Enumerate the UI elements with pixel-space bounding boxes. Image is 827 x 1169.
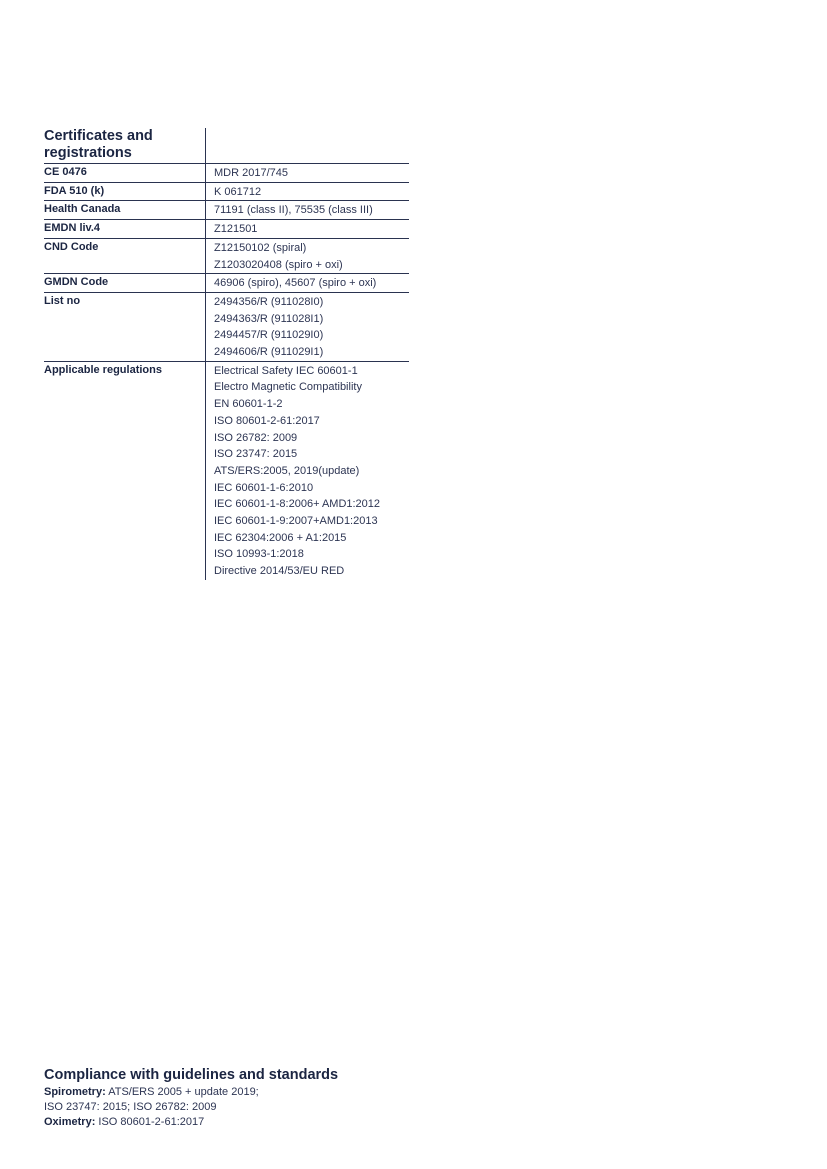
certificate-value: ATS/ERS:2005, 2019(update) bbox=[214, 464, 360, 477]
certificate-row bbox=[44, 219, 409, 238]
title-line-1: Certificates and bbox=[44, 128, 153, 144]
certificate-value: Electrical Safety IEC 60601-1 bbox=[214, 364, 358, 377]
certificate-values bbox=[205, 220, 409, 238]
certificate-value: 46906 (spiro), 45607 (spiro + oxi) bbox=[214, 277, 377, 290]
certificate-row bbox=[44, 292, 409, 361]
certificate-value: Z12150102 (spiral) bbox=[214, 241, 307, 254]
certificate-values bbox=[205, 362, 409, 580]
certificate-value: Electro Magnetic Compatibility bbox=[214, 381, 362, 394]
certificate-value: ISO 26782: 2009 bbox=[214, 431, 298, 444]
certificate-values bbox=[205, 183, 409, 201]
certificate-label: CE 0476 bbox=[44, 166, 87, 178]
spirometry-text: ATS/ERS 2005 + update 2019; bbox=[105, 1086, 259, 1098]
certificate-value: IEC 60601-1-8:2006+ AMD1:2012 bbox=[214, 498, 381, 511]
certificate-value: ISO 80601-2-61:2017 bbox=[214, 414, 320, 427]
certificate-row bbox=[44, 200, 409, 219]
certificate-values bbox=[205, 239, 409, 273]
certificate-value: IEC 60601-1-6:2010 bbox=[214, 481, 314, 494]
certificate-values bbox=[205, 274, 409, 292]
certificate-label: Applicable regulations bbox=[44, 363, 162, 376]
certificate-value: Z121501 bbox=[214, 223, 258, 236]
certificate-label: List no bbox=[44, 294, 81, 307]
title-line-2: registrations bbox=[44, 145, 132, 161]
certificates-title-row bbox=[44, 128, 409, 163]
certificate-values bbox=[205, 164, 409, 182]
certificate-row bbox=[44, 273, 409, 292]
certificate-value: 2494606/R (911029I1) bbox=[214, 346, 324, 359]
certificate-values bbox=[205, 201, 409, 219]
certificate-value: IEC 62304:2006 + A1:2015 bbox=[214, 531, 347, 544]
spirometry-line bbox=[44, 1085, 464, 1100]
certificate-label: Health Canada bbox=[44, 203, 121, 216]
certificate-row bbox=[44, 163, 409, 182]
certificate-value: Directive 2014/53/EU RED bbox=[214, 565, 345, 578]
compliance-heading: Compliance with guidelines and standards bbox=[44, 1067, 339, 1083]
certificate-value: 71191 (class II), 75535 (class III) bbox=[214, 204, 373, 217]
certificates-title bbox=[44, 128, 205, 163]
certificate-value: ISO 10993-1:2018 bbox=[214, 548, 304, 561]
certificate-value: ISO 23747: 2015 bbox=[214, 448, 298, 461]
certificate-label: GMDN Code bbox=[44, 276, 109, 289]
certificate-row bbox=[44, 238, 409, 273]
oximetry-label: Oximetry: bbox=[44, 1116, 96, 1128]
certificate-label: CND Code bbox=[44, 240, 99, 253]
oximetry-line bbox=[44, 1115, 464, 1130]
certificate-value: 2494457/R (911029I0) bbox=[214, 329, 324, 342]
spirometry-label: Spirometry: bbox=[44, 1086, 106, 1098]
certificate-label: EMDN liv.4 bbox=[44, 222, 101, 235]
certificates-title-spacer bbox=[205, 128, 409, 163]
certificates-rows bbox=[44, 163, 409, 580]
certificate-label: FDA 510 (k) bbox=[44, 184, 105, 197]
certificates-table bbox=[44, 128, 409, 580]
certificate-value: IEC 60601-1-9:2007+AMD1:2013 bbox=[214, 515, 378, 528]
spirometry-line-2: ISO 23747: 2015; ISO 26782: 2009 bbox=[44, 1101, 217, 1113]
certificate-value: Z1203020408 (spiro + oxi) bbox=[214, 258, 343, 271]
certificate-value: K 061712 bbox=[214, 185, 262, 198]
certificate-value: 2494363/R (911028I1) bbox=[214, 312, 324, 325]
certificate-value: 2494356/R (911028I0) bbox=[214, 295, 324, 308]
compliance-section bbox=[44, 1066, 464, 1130]
certificate-row bbox=[44, 361, 409, 580]
oximetry-text: ISO 80601-2-61:2017 bbox=[95, 1116, 205, 1128]
certificate-value: MDR 2017/745 bbox=[214, 167, 288, 179]
certificate-row bbox=[44, 182, 409, 201]
certificate-values bbox=[205, 293, 409, 361]
certificate-value: EN 60601-1-2 bbox=[214, 398, 283, 411]
